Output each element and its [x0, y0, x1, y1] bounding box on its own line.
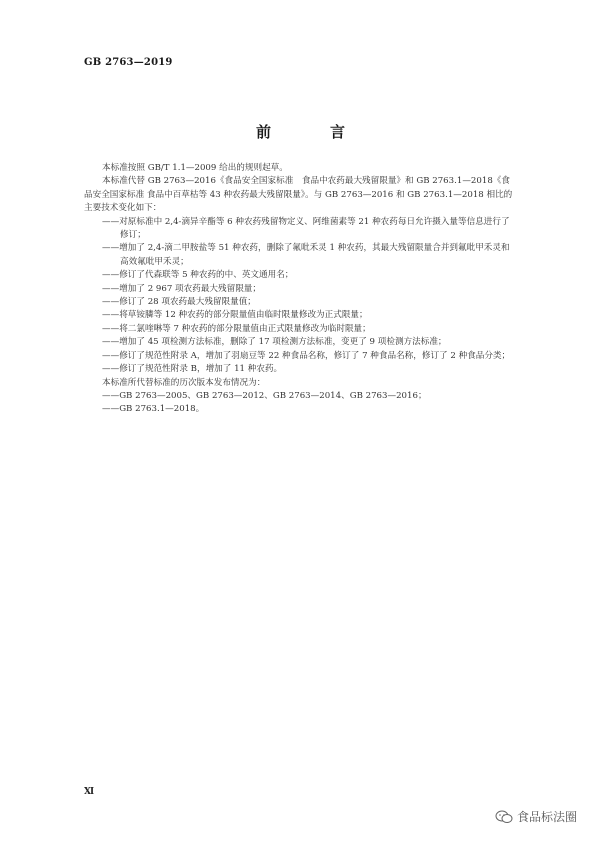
- paragraph-drafting-rules: 本标准按照 GB/T 1.1—2009 给出的规则起草。: [102, 163, 288, 173]
- change-item-7: ——将二氯喹啉等 7 种农药的部分限量值由正式限量修改为临时限量；: [102, 323, 371, 334]
- history-item-1: ——GB 2763—2005、GB 2763—2012、GB 2763—2014、GB 2763—2016；: [102, 390, 427, 401]
- change-item-8: ——增加了 45 项检测方法标准，删除了 17 项检测方法标准，变更了 9 项检测方法标准；: [102, 337, 447, 348]
- standard-code: GB 2763—2019: [84, 57, 173, 68]
- change-item-3: ——修订了代森联等 5 种农药的中、英文通用名；: [102, 270, 294, 281]
- document-body: [84, 162, 518, 417]
- paragraph-replaces: 本标准代替 GB 2763—2016《食品安全国家标准 食品中农药最大残留限量》和 GB 2763.1—2018《食品安全国家标准 食品中百草枯等 43 种农药最大残留限量》。与 GB 2763—2016 和 GB 2763.1—2018 相比的主要技术变化如下：: [84, 176, 513, 214]
- wechat-icon: [495, 810, 513, 824]
- change-item-6: ——将草铵膦等 12 种农药的部分限量值由临时限量修改为正式限量；: [102, 310, 368, 321]
- page-number: Ⅺ: [84, 787, 95, 797]
- change-item-4: ——增加了 2 967 项农药最大残留限量；: [102, 283, 261, 294]
- change-item-2: ——增加了 2,4-滴二甲胺盐等 51 种农药，删除了氟吡禾灵 1 种农药，其最大残留限量合并到氟吡甲禾灵和高效氟吡甲禾灵；: [102, 243, 510, 267]
- change-item-9: ——修订了规范性附录 A，增加了羽扇豆等 22 种食品名称，修订了 7 种食品名称，修订了 2 种食品分类；: [102, 350, 511, 361]
- watermark: [495, 808, 577, 825]
- change-item-1: ——对原标准中 2,4-滴异辛酯等 6 种农药残留物定义、阿维菌素等 21 种农药每日允许摄入量等信息进行了修订；: [102, 216, 510, 241]
- paragraph-history: 本标准所代替标准的历次版本发布情况为：: [102, 377, 266, 388]
- change-item-5: ——修订了 28 项农药最大残留限量值；: [102, 297, 256, 308]
- watermark-text: 食品标法圈: [516, 810, 577, 824]
- page-title: 前 言: [255, 123, 367, 141]
- history-item-2: ——GB 2763.1—2018。: [102, 404, 205, 415]
- change-item-10: ——修订了规范性附录 B，增加了 11 种农药。: [102, 364, 283, 375]
